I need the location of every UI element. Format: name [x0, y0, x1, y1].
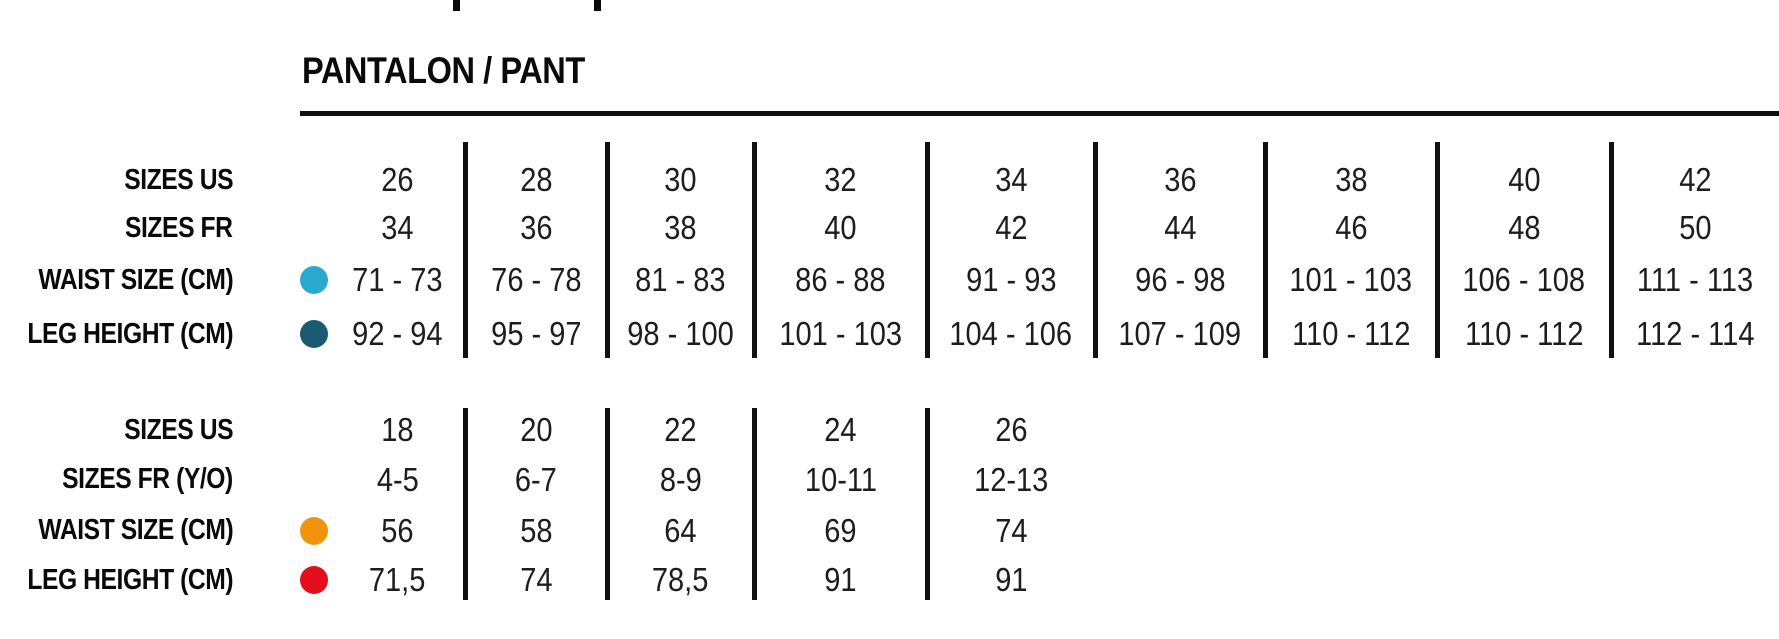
dot-spacer	[233, 406, 330, 454]
size-cell: 91	[994, 561, 1028, 598]
size-cell: 44	[1163, 209, 1197, 246]
column-separator	[1093, 142, 1098, 358]
size-cell: 91 - 93	[965, 261, 1057, 298]
adult-sizes-us-row	[0, 156, 1779, 204]
title-underline	[300, 111, 1779, 116]
column-separator	[463, 408, 468, 600]
column-separator	[752, 142, 757, 358]
size-cell: 4-5	[376, 460, 419, 498]
size-cell: 24	[824, 411, 857, 448]
kids-size-table	[0, 406, 1779, 604]
size-cell: 92 - 94	[352, 315, 443, 352]
size-cell: 74	[519, 561, 553, 598]
size-cell: 111 - 113	[1636, 261, 1754, 298]
row-label: SIZES US	[124, 163, 233, 196]
adult-sizes-fr-row	[0, 204, 1779, 252]
adult-size-table	[0, 156, 1779, 360]
adult-waist-color-dot	[300, 266, 328, 294]
size-cell: 40	[1507, 161, 1541, 198]
size-cell: 110 - 112	[1464, 315, 1584, 352]
adult-leg-color-dot	[300, 320, 328, 348]
size-cell: 12-13	[973, 460, 1049, 498]
size-cell: 101 - 103	[1289, 261, 1413, 298]
size-cell: 110 - 112	[1291, 315, 1411, 352]
size-cell: 71,5	[369, 561, 426, 598]
adult-leg-row	[0, 308, 1779, 360]
dot-cell	[233, 308, 330, 360]
size-cell: 42	[994, 209, 1028, 246]
dot-cell	[233, 505, 330, 556]
size-cell: 10-11	[804, 460, 877, 498]
dot-spacer	[233, 454, 330, 505]
size-cell: 71 - 73	[352, 261, 443, 298]
kids-leg-color-dot	[300, 566, 328, 594]
size-cell: 78,5	[652, 561, 709, 598]
size-cell: 42	[1678, 161, 1712, 198]
column-separator	[925, 142, 930, 358]
size-cell: 40	[824, 209, 857, 246]
column-separator	[1435, 142, 1440, 358]
kids-sizes-fr-row	[0, 454, 1779, 505]
size-cell: 104 - 106	[949, 315, 1073, 352]
row-label: WAIST SIZE (CM)	[38, 514, 233, 546]
row-label: WAIST SIZE (CM)	[38, 263, 233, 296]
size-cell: 20	[519, 411, 553, 448]
size-cell: 107 - 109	[1118, 315, 1242, 352]
size-cell: 58	[519, 511, 553, 549]
dot-spacer	[233, 204, 330, 252]
size-cell: 34	[994, 161, 1028, 198]
column-separator	[463, 142, 468, 358]
adult-waist-row	[0, 252, 1779, 308]
kids-waist-row	[0, 505, 1779, 556]
size-cell: 22	[664, 411, 697, 448]
size-cell: 30	[664, 161, 697, 198]
row-label: LEG HEIGHT (CM)	[27, 563, 233, 596]
row-label: LEG HEIGHT (CM)	[27, 317, 233, 350]
size-cell: 95 - 97	[490, 315, 582, 352]
size-cell: 18	[381, 411, 414, 448]
size-cell: 56	[381, 511, 414, 549]
column-separator	[752, 408, 757, 600]
kids-sizes-us-row	[0, 406, 1779, 454]
size-cell: 36	[1163, 161, 1197, 198]
row-label: SIZES US	[124, 413, 233, 446]
size-cell: 81 - 83	[635, 261, 726, 298]
dot-cell	[233, 252, 330, 308]
dot-cell	[233, 556, 330, 604]
column-separator	[1609, 142, 1614, 358]
row-label: SIZES FR	[125, 211, 233, 244]
row-label: SIZES FR (Y/O)	[62, 463, 233, 495]
column-separator	[1263, 142, 1268, 358]
size-cell: 6-7	[515, 460, 557, 498]
size-cell: 28	[519, 161, 553, 198]
kids-leg-row	[0, 556, 1779, 604]
cropped-text-artifact	[453, 0, 460, 11]
size-cell: 106 - 108	[1462, 261, 1586, 298]
size-cell: 98 - 100	[627, 315, 734, 352]
size-cell: 76 - 78	[490, 261, 582, 298]
size-cell: 69	[824, 511, 857, 549]
size-cell: 96 - 98	[1134, 261, 1226, 298]
column-separator	[605, 408, 610, 600]
size-cell: 34	[381, 209, 414, 246]
size-cell: 8-9	[659, 460, 702, 498]
dot-spacer	[233, 156, 330, 204]
size-cell: 26	[994, 411, 1028, 448]
size-cell: 50	[1678, 209, 1712, 246]
column-separator	[605, 142, 610, 358]
size-cell: 91	[824, 561, 857, 598]
size-cell: 38	[1334, 161, 1368, 198]
size-cell: 32	[824, 161, 857, 198]
kids-waist-color-dot	[300, 517, 328, 545]
size-cell: 112 - 114	[1635, 315, 1755, 352]
cropped-text-artifact	[594, 0, 601, 11]
size-cell: 48	[1507, 209, 1541, 246]
size-cell: 86 - 88	[795, 261, 886, 298]
size-cell: 36	[519, 209, 553, 246]
column-separator	[925, 408, 930, 600]
page-title: PANTALON / PANT	[302, 50, 585, 91]
size-cell: 74	[994, 511, 1028, 549]
size-cell: 26	[381, 161, 414, 198]
size-cell: 101 - 103	[779, 315, 902, 352]
size-cell: 64	[664, 511, 697, 549]
size-cell: 46	[1334, 209, 1368, 246]
size-cell: 38	[664, 209, 697, 246]
